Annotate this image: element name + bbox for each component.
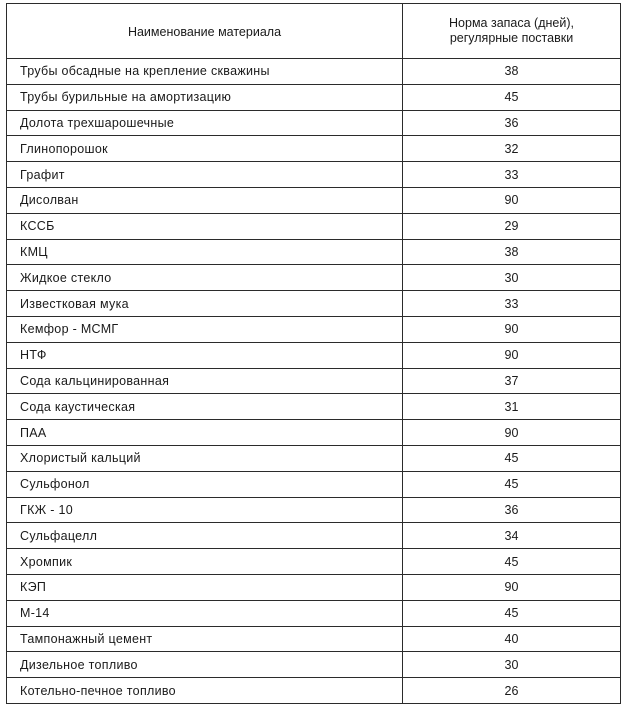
- material-name-cell: НТФ: [7, 342, 403, 368]
- material-name-cell: Котельно-печное топливо: [7, 678, 403, 704]
- table-header-row: [7, 4, 621, 59]
- table-row: [7, 213, 621, 239]
- stock-norm-cell: 26: [403, 678, 621, 704]
- table-row: [7, 316, 621, 342]
- material-name-cell: Трубы обсадные на крепление скважины: [7, 59, 403, 85]
- material-name-cell: КМЦ: [7, 239, 403, 265]
- header-stock-norm-line1: Норма запаса (дней),: [449, 16, 574, 30]
- stock-norm-cell: 37: [403, 368, 621, 394]
- stock-norm-cell: 40: [403, 626, 621, 652]
- material-name-cell: Графит: [7, 162, 403, 188]
- material-name-cell: КЭП: [7, 574, 403, 600]
- table-row: [7, 110, 621, 136]
- table-row: [7, 523, 621, 549]
- table-row: [7, 162, 621, 188]
- header-material-name-text: Наименование материала: [127, 25, 282, 39]
- table-row: [7, 342, 621, 368]
- stock-norm-cell: 32: [403, 136, 621, 162]
- material-name-cell: Сульфонол: [7, 471, 403, 497]
- stock-norm-cell: 36: [403, 497, 621, 523]
- table-row: [7, 626, 621, 652]
- stock-norm-cell: 45: [403, 84, 621, 110]
- header-material-name: [7, 4, 403, 59]
- table-row: [7, 600, 621, 626]
- stock-norm-cell: 34: [403, 523, 621, 549]
- material-name-cell: ГКЖ - 10: [7, 497, 403, 523]
- stock-norm-cell: 33: [403, 162, 621, 188]
- material-name-cell: Сода каустическая: [7, 394, 403, 420]
- material-name-cell: Тампонажный цемент: [7, 626, 403, 652]
- table-row: [7, 420, 621, 446]
- material-name-cell: КССБ: [7, 213, 403, 239]
- stock-norm-cell: 45: [403, 549, 621, 575]
- material-name-cell: ПАА: [7, 420, 403, 446]
- table-body: [7, 59, 621, 704]
- material-name-cell: Трубы бурильные на амортизацию: [7, 84, 403, 110]
- material-name-cell: Долота трехшарошечные: [7, 110, 403, 136]
- table-row: [7, 497, 621, 523]
- materials-table: [6, 3, 621, 704]
- stock-norm-cell: 90: [403, 420, 621, 446]
- stock-norm-cell: 45: [403, 445, 621, 471]
- table-row: [7, 549, 621, 575]
- stock-norm-cell: 45: [403, 600, 621, 626]
- table-row: [7, 291, 621, 317]
- material-name-cell: М-14: [7, 600, 403, 626]
- stock-norm-cell: 36: [403, 110, 621, 136]
- table-row: [7, 265, 621, 291]
- table-row: [7, 652, 621, 678]
- table-row: [7, 239, 621, 265]
- header-stock-norm: [403, 4, 621, 59]
- stock-norm-cell: 90: [403, 574, 621, 600]
- stock-norm-cell: 45: [403, 471, 621, 497]
- stock-norm-cell: 30: [403, 652, 621, 678]
- table-row: [7, 678, 621, 704]
- table-row: [7, 394, 621, 420]
- stock-norm-cell: 30: [403, 265, 621, 291]
- stock-norm-cell: 90: [403, 187, 621, 213]
- table-row: [7, 445, 621, 471]
- material-name-cell: Дисолван: [7, 187, 403, 213]
- stock-norm-cell: 38: [403, 239, 621, 265]
- stock-norm-cell: 31: [403, 394, 621, 420]
- table-row: [7, 471, 621, 497]
- material-name-cell: Хромпик: [7, 549, 403, 575]
- material-name-cell: Хлористый кальций: [7, 445, 403, 471]
- material-name-cell: Сода кальцинированная: [7, 368, 403, 394]
- table-row: [7, 59, 621, 85]
- table-row: [7, 574, 621, 600]
- table-row: [7, 136, 621, 162]
- material-name-cell: Сульфацелл: [7, 523, 403, 549]
- material-name-cell: Дизельное топливо: [7, 652, 403, 678]
- table-row: [7, 368, 621, 394]
- header-stock-norm-line2: регулярные поставки: [449, 31, 574, 45]
- material-name-cell: Известковая мука: [7, 291, 403, 317]
- table-row: [7, 187, 621, 213]
- stock-norm-cell: 33: [403, 291, 621, 317]
- stock-norm-cell: 38: [403, 59, 621, 85]
- material-name-cell: Глинопорошок: [7, 136, 403, 162]
- stock-norm-cell: 90: [403, 316, 621, 342]
- material-name-cell: Кемфор - МСМГ: [7, 316, 403, 342]
- stock-norm-cell: 90: [403, 342, 621, 368]
- stock-norm-cell: 29: [403, 213, 621, 239]
- table-row: [7, 84, 621, 110]
- material-name-cell: Жидкое стекло: [7, 265, 403, 291]
